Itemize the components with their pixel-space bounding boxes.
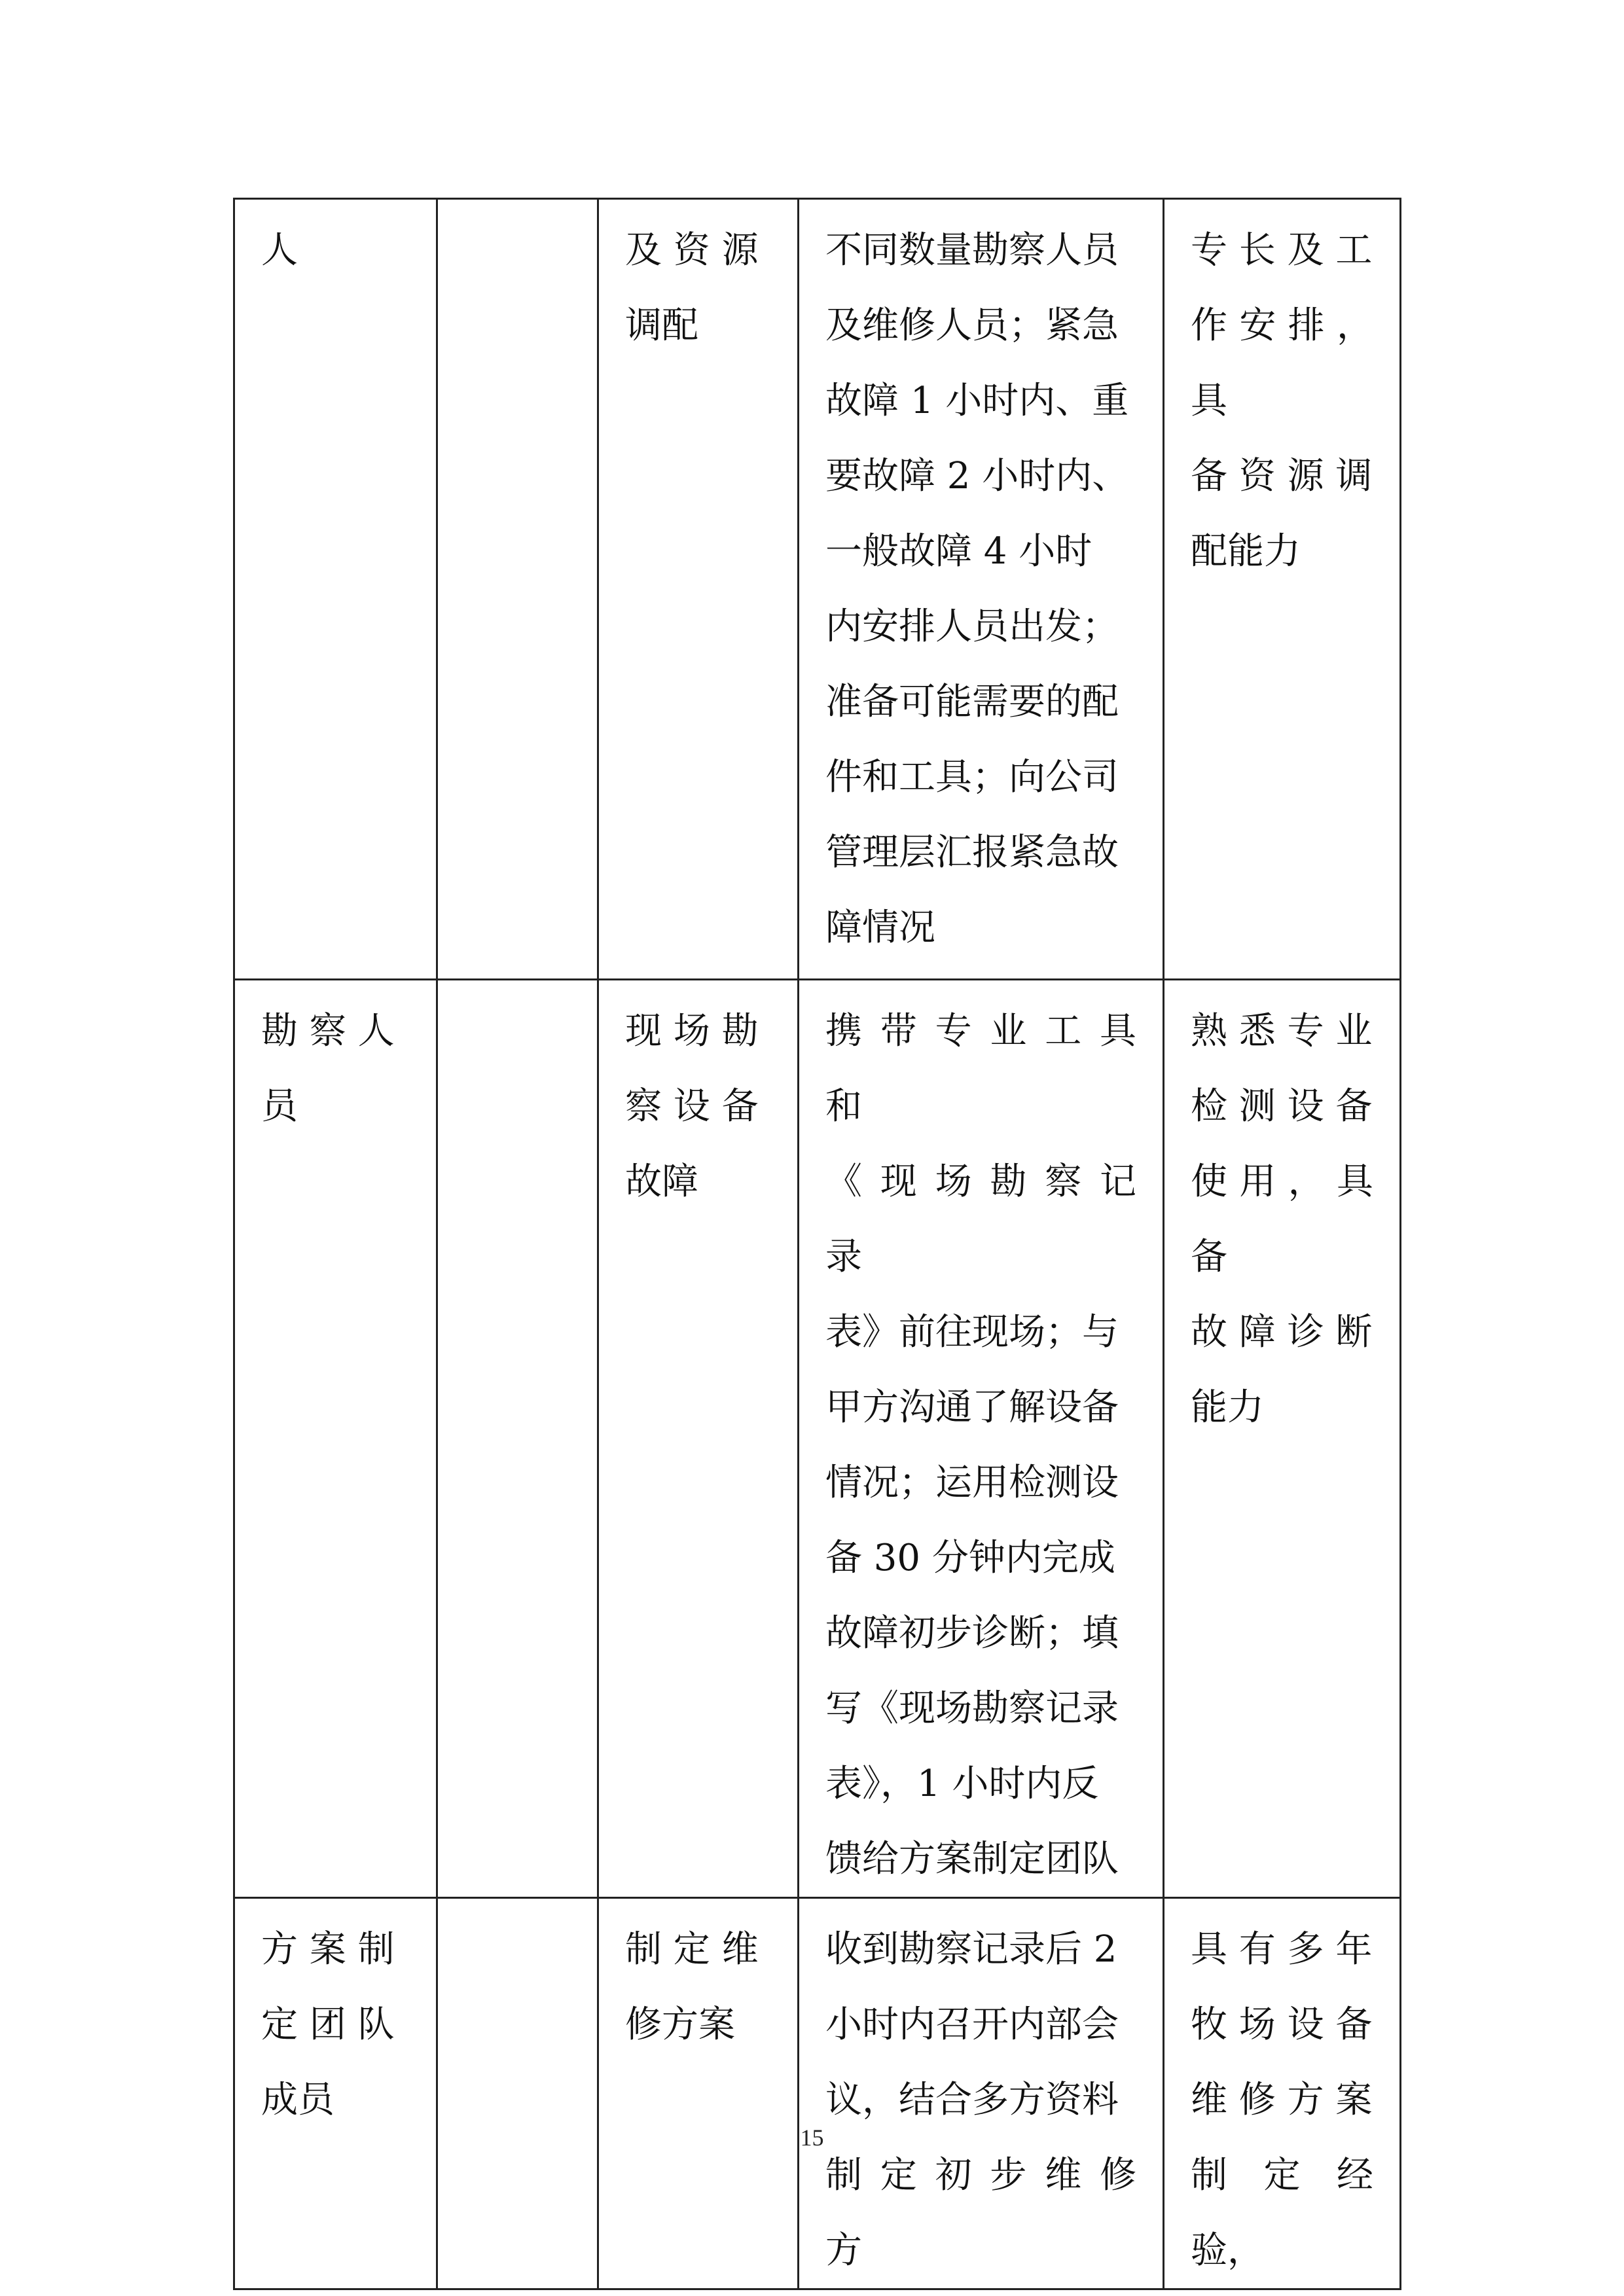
qualification-cell: [1164, 199, 1401, 980]
page-number: 15: [800, 2125, 824, 2151]
blank-cell: [437, 980, 598, 1898]
blank-cell: [437, 1898, 598, 2289]
task-cell: [598, 199, 799, 980]
requirement-text: 携 带 专 业 工 具 和 《 现 场 勘 察 记 录 表》前往现场；与 甲方沟通了解设备 情况；运用检测设 备 30 分钟内完成 故障初步诊断；填 写《现场勘察记录 表》，1 小时内反 馈给方案制定团队: [825, 1010, 1136, 1880]
table-row: [234, 199, 1401, 980]
qualification-text: 专 长 及 工 作安排，具 备 资 源 调 配能力: [1191, 229, 1373, 573]
task-cell: [598, 980, 799, 1898]
task-cell: [598, 1898, 799, 2289]
qualification-text: 具 有 多 年 牧 场 设 备 维 修 方 案 制定经验，: [1191, 1928, 1373, 2272]
role-text: 人: [261, 229, 298, 272]
requirement-cell: [799, 1898, 1164, 2289]
qualification-text: 熟 悉 专 业 检 测 设 备 使用，具备 故 障 诊 断 能力: [1191, 1010, 1373, 1429]
requirement-text: 不同数量勘察人员 及维修人员；紧急 故障 1 小时内、重 要故障 2 小时内、 一般故障 4 小时 内安排人员出发； 准备可能需要的配 件和工具；向公司 管理层汇报紧急故 障情况: [825, 229, 1129, 949]
qualification-cell: [1164, 980, 1401, 1898]
task-text: 现 场 勘 察 设 备 故障: [625, 1010, 759, 1203]
requirement-text: 收到勘察记录后 2 小时内召开内部会 议，结合多方资料 制 定 初 步 维 修 方: [825, 1928, 1136, 2272]
blank-cell: [437, 199, 598, 980]
role-cell: [234, 1898, 437, 2289]
table-row: [234, 1898, 1401, 2289]
task-text: 制 定 维 修方案: [625, 1928, 759, 2046]
requirement-cell: [799, 980, 1164, 1898]
table-row: [234, 980, 1401, 1898]
task-text: 及 资 源 调配: [625, 229, 759, 347]
requirement-cell: [799, 199, 1164, 980]
role-text: 方 案 制 定 团 队 成员: [261, 1928, 395, 2121]
qualification-cell: [1164, 1898, 1401, 2289]
role-cell: [234, 980, 437, 1898]
requirements-table: [233, 198, 1401, 2290]
role-cell: [234, 199, 437, 980]
role-text: 勘 察 人 员: [261, 1010, 395, 1128]
